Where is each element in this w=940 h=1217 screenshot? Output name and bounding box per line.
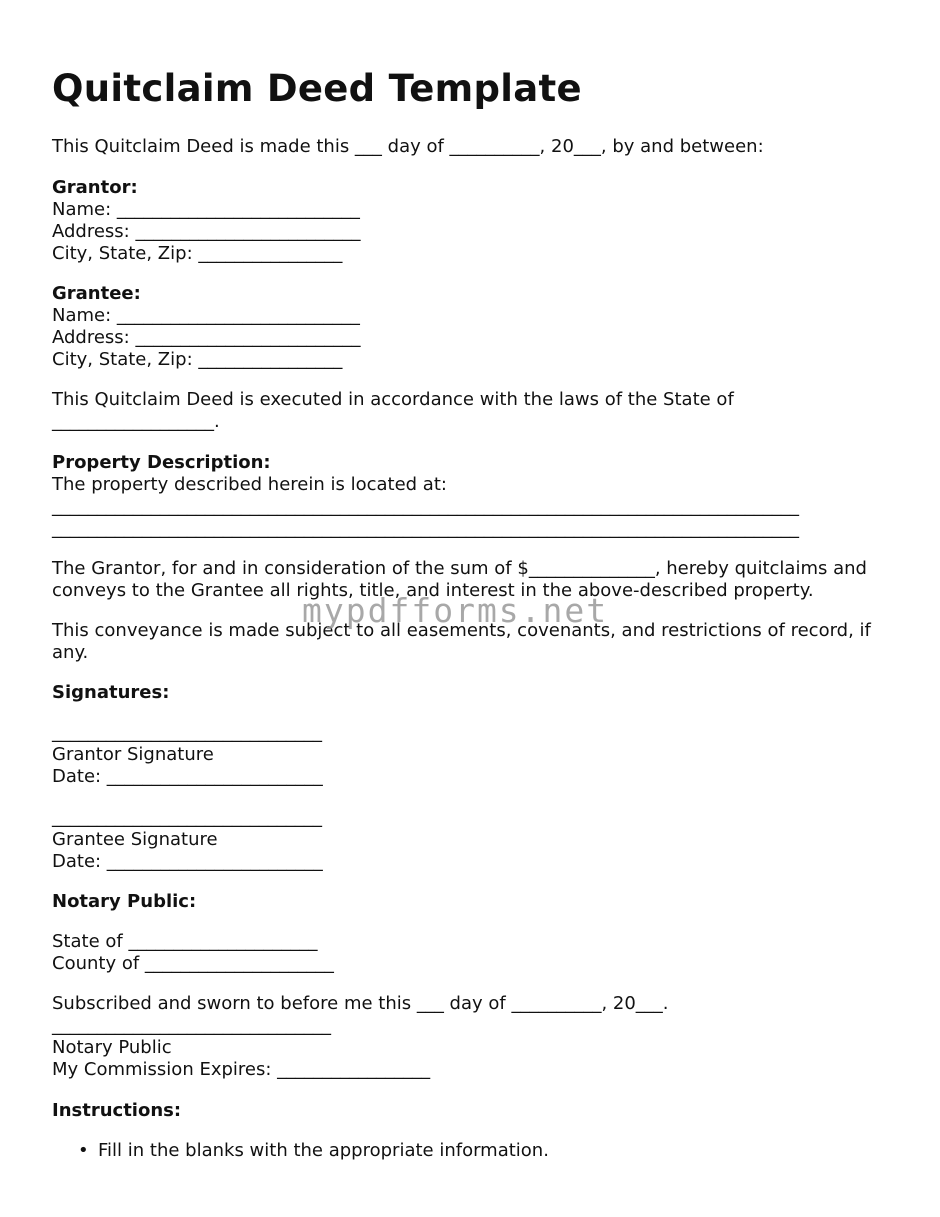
grantor-signature-line: ______________________________ — [52, 722, 322, 743]
notary-sworn-text: Subscribed and sworn to before me this ___ day of __________, 20___. — [52, 993, 669, 1014]
grantor-signature-label: Grantor Signature — [52, 744, 214, 765]
grantor-heading: Grantor: — [52, 177, 138, 198]
notary-expires-field: My Commission Expires: _________________ — [52, 1059, 431, 1080]
property-heading: Property Description: — [52, 452, 271, 473]
signatures-heading: Signatures: — [52, 682, 170, 703]
conveyance-text-2: any. — [52, 642, 89, 663]
notary-heading: Notary Public: — [52, 891, 197, 912]
property-blank-1: ___________________________________________________________________________________ — [52, 496, 799, 517]
instruction-item: Fill in the blanks with the appropriate information. — [98, 1140, 549, 1161]
notary-state-field: State of _____________________ — [52, 931, 318, 952]
consideration-text-1: The Grantor, for and in consideration of the sum of $______________, hereby quitclaims and — [52, 558, 867, 579]
page-title: Quitclaim Deed Template — [52, 67, 582, 110]
grantee-city-field: City, State, Zip: ________________ — [52, 349, 343, 370]
grantor-address-field: Address: _________________________ — [52, 221, 361, 242]
consideration-text-2: conveys to the Grantee all rights, title, and interest in the above-described property. — [52, 580, 814, 601]
grantor-name-field: Name: ___________________________ — [52, 199, 360, 220]
grantee-address-field: Address: _________________________ — [52, 327, 361, 348]
grantee-name-field: Name: ___________________________ — [52, 305, 360, 326]
conveyance-text-1: This conveyance is made subject to all easements, covenants, and restrictions of record, if — [52, 620, 871, 641]
grantee-signature-label: Grantee Signature — [52, 829, 218, 850]
watermark-text: mypdfforms.net — [302, 591, 609, 630]
notary-label: Notary Public — [52, 1037, 172, 1058]
notary-county-field: County of _____________________ — [52, 953, 334, 974]
grantee-signature-line: ______________________________ — [52, 807, 322, 828]
bullet-icon: • — [78, 1140, 89, 1161]
laws-state-blank: __________________. — [52, 411, 220, 432]
instructions-heading: Instructions: — [52, 1100, 182, 1121]
intro-text: This Quitclaim Deed is made this ___ day of __________, 20___, by and between: — [52, 136, 764, 157]
property-blank-2: ___________________________________________________________________________________ — [52, 518, 799, 539]
property-text: The property described herein is located at: — [52, 474, 447, 495]
laws-text: This Quitclaim Deed is executed in accordance with the laws of the State of — [52, 389, 734, 410]
notary-signature-line: _______________________________ — [52, 1015, 331, 1036]
grantor-city-field: City, State, Zip: ________________ — [52, 243, 343, 264]
grantee-date-field: Date: ________________________ — [52, 851, 323, 872]
grantee-heading: Grantee: — [52, 283, 141, 304]
grantor-date-field: Date: ________________________ — [52, 766, 323, 787]
